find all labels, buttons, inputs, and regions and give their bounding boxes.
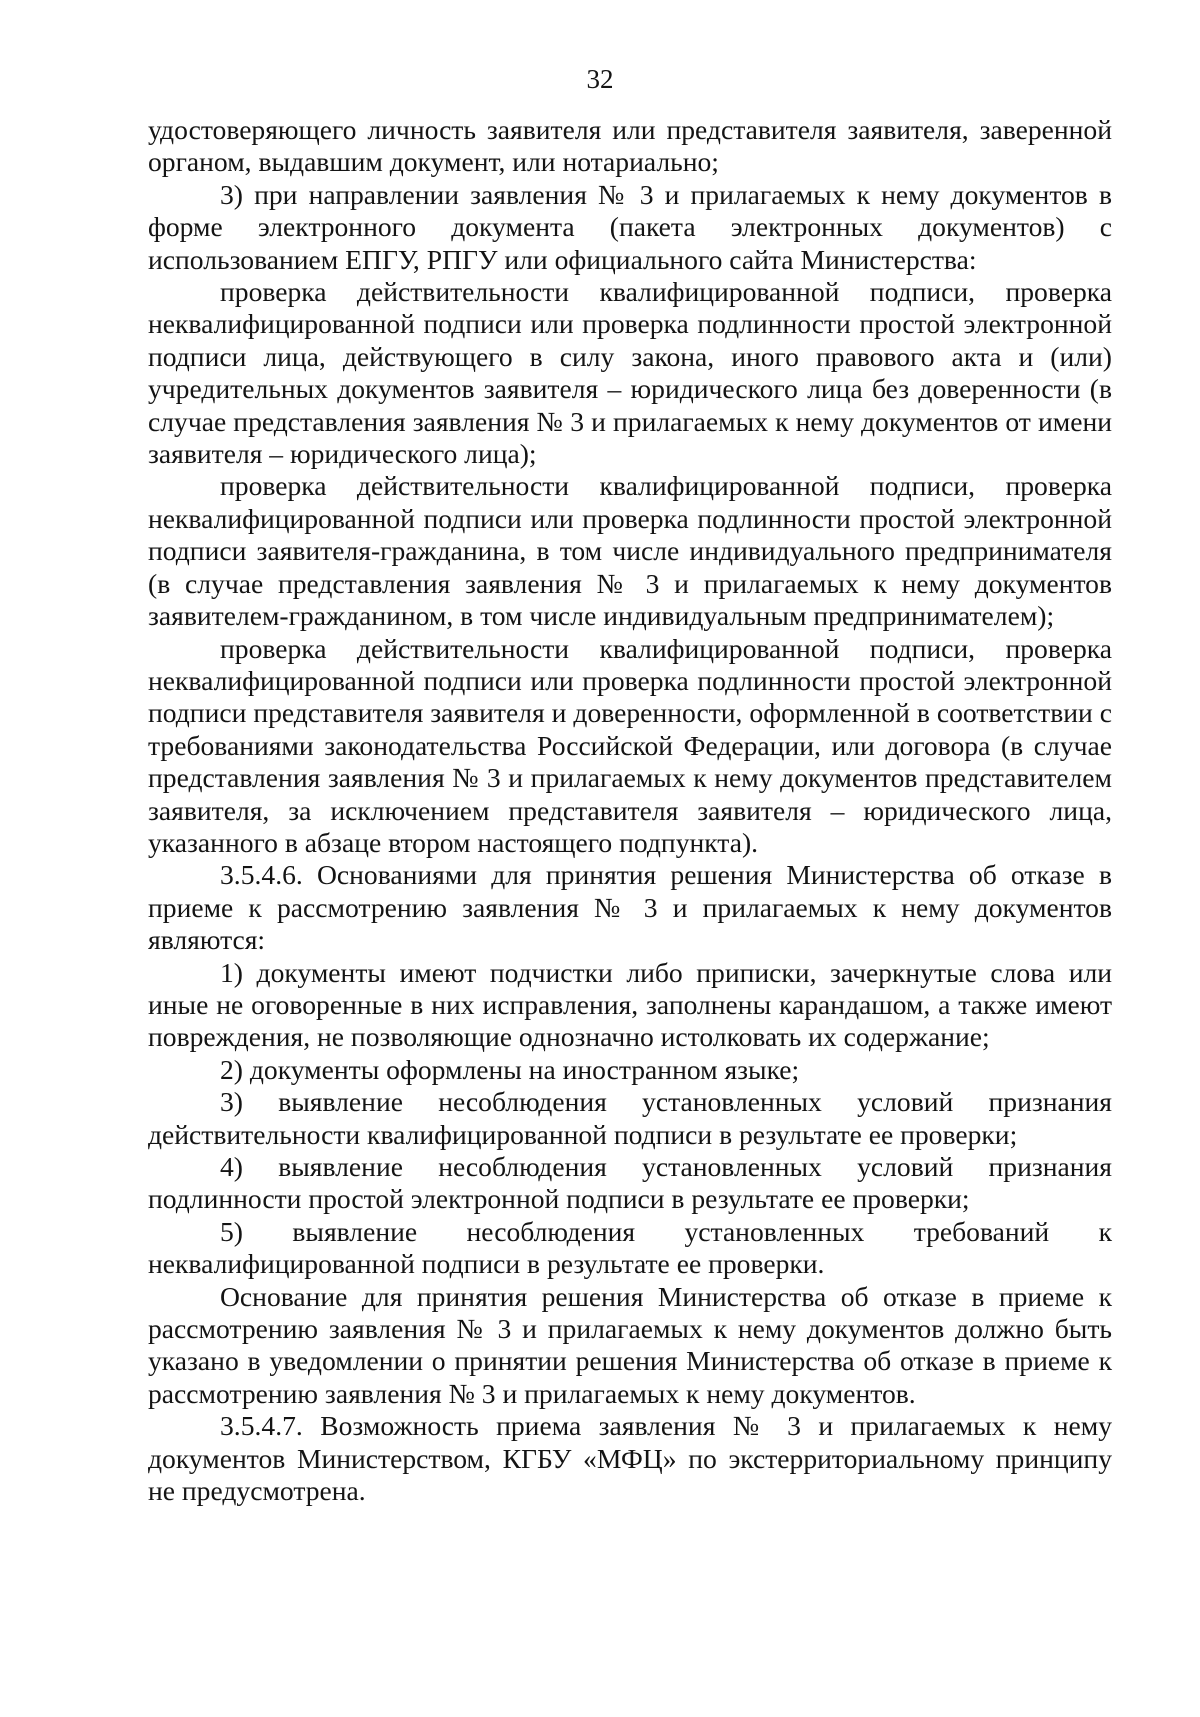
paragraph-3-5-4-6: 3.5.4.6. Основаниями для принятия решения Министерства об отказе в приеме к рассмотрению заявления № 3 и прилагаемых к нему документов являются: (148, 859, 1112, 956)
paragraph-ground-5: 5) выявление несоблюдения установленных требований к неквалифицированной подписи в результате ее проверки. (148, 1215, 1112, 1280)
paragraph-ground-4: 4) выявление несоблюдения установленных условий признания подлинности простой электронной подписи в результате ее проверки; (148, 1151, 1112, 1215)
paragraph-item-3-electronic: 3) при направлении заявления № 3 и прилагаемых к нему документов в форме электронного документа (пакета электронных документов) с использованием ЕПГУ, РПГУ или официального сайта Министерства: (148, 178, 1112, 275)
paragraph-ground-1: 1) документы имеют подчистки либо приписки, зачеркнутые слова или иные не оговоренные в них исправления, заполнены карандашом, а также имеют повреждения, не позволяющие однозначно истолковать их содержание; (148, 956, 1112, 1053)
paragraph-continuation: удостоверяющего личность заявителя или представителя заявителя, заверенной органом, выдавшим документ, или нотариально; (148, 114, 1112, 178)
paragraph-3-5-4-7: 3.5.4.7. Возможность приема заявления № 3 и прилагаемых к нему документов Министерством, КГБУ «МФЦ» по экстерриториальному принципу не предусмотрена. (148, 1410, 1112, 1507)
document-body (148, 114, 1112, 1507)
page-number: 32 (586, 64, 614, 94)
paragraph-ground-3: 3) выявление несоблюдения установленных условий признания действительности квалифицированной подписи в результате ее проверки; (148, 1086, 1112, 1150)
paragraph-check-legal-entity: проверка действительности квалифицированной подписи, проверка неквалифицированной подписи или проверка подлинности простой электронной подписи лица, действующего в силу закона, иного правового акта и (или) учредительных документов заявителя – юридического лица без доверенности (в случае представления заявления № 3 и прилагаемых к нему документов от имени заявителя – юридического лица); (148, 276, 1112, 470)
paragraph-check-representative: проверка действительности квалифицированной подписи, проверка неквалифицированной подписи или проверка подлинности простой электронной подписи представителя заявителя и доверенности, оформленной в соответствии с требованиями законодательства Российской Федерации, или договора (в случае представления заявления № 3 и прилагаемых к нему документов представителем заявителя, за исключением представителя заявителя – юридического лица, указанного в абзаце втором настоящего подпункта). (148, 632, 1112, 858)
paragraph-check-citizen: проверка действительности квалифицированной подписи, проверка неквалифицированной подписи или проверка подлинности простой электронной подписи заявителя-гражданина, в том числе индивидуального предпринимателя (в случае представления заявления № 3 и прилагаемых к нему документов заявителем-гражданином, в том числе индивидуальным предпринимателем); (148, 470, 1112, 632)
paragraph-notice: Основание для принятия решения Министерства об отказе в приеме к рассмотрению заявления № 3 и прилагаемых к нему документов должно быть указано в уведомлении о принятии решения Министерства об отказе в приеме к рассмотрению заявления № 3 и прилагаемых к нему документов. (148, 1280, 1112, 1409)
paragraph-ground-2: 2) документы оформлены на иностранном языке; (220, 1053, 800, 1085)
